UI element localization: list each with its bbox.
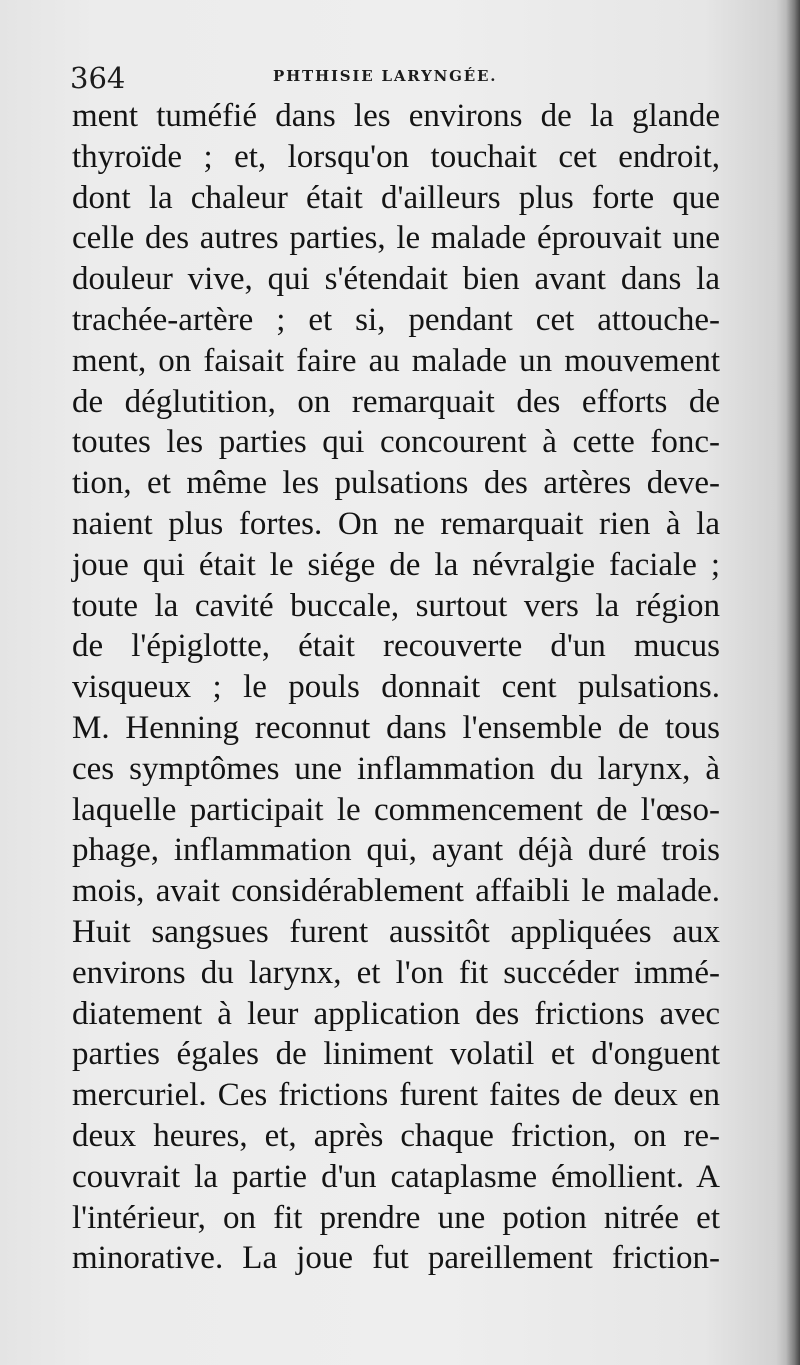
text-line: dont la chaleur était d'ailleurs plus forte que: [72, 179, 720, 216]
text-line: de déglutition, on remarquait des efforts de: [72, 383, 720, 420]
text-line: naient plus fortes. On ne remarquait rien à la: [72, 505, 720, 542]
text-line: joue qui était le siége de la névralgie faciale ;: [72, 546, 720, 583]
text-line: visqueux ; le pouls donnait cent pulsations.: [72, 669, 720, 706]
text-line: mercuriel. Ces frictions furent faites de deux en: [72, 1077, 720, 1114]
text-line: deux heures, et, après chaque friction, on re-: [72, 1117, 720, 1154]
text-line: tion, et même les pulsations des artères deve-: [72, 465, 720, 502]
text-line: douleur vive, qui s'étendait bien avant dans la: [72, 261, 720, 298]
text-line: parties égales de liniment volatil et d'onguent: [72, 1036, 720, 1073]
page-header: [0, 58, 800, 98]
text-line: celle des autres parties, le malade éprouvait une: [72, 220, 720, 257]
text-line: l'intérieur, on fit prendre une potion nitrée et: [72, 1199, 720, 1236]
body-text: [72, 96, 720, 1279]
page-edge-shadow: [786, 0, 800, 1365]
text-line: laquelle participait le commencement de l'œso-: [72, 791, 720, 828]
text-line: mois, avait considérablement affaibli le malade.: [72, 873, 720, 910]
text-line: diatement à leur application des frictions avec: [72, 995, 720, 1032]
text-line: couvrait la partie d'un cataplasme émollient. A: [72, 1158, 720, 1195]
text-line: ces symptômes une inflammation du larynx, à: [72, 750, 720, 787]
text-line: phage, inflammation qui, ayant déjà duré trois: [72, 832, 720, 869]
text-line: ment, on faisait faire au malade un mouvement: [72, 342, 720, 379]
text-line: ment tuméfié dans les environs de la glande: [72, 98, 720, 134]
page-number: 364: [70, 61, 126, 95]
text-line: minorative. La joue fut pareillement friction-: [72, 1240, 720, 1277]
running-head: PHTHISIE LARYNGÉE.: [273, 67, 498, 85]
text-line: M. Henning reconnut dans l'ensemble de tous: [72, 709, 720, 746]
text-line: thyroïde ; et, lorsqu'on touchait cet endroit,: [72, 138, 720, 175]
text-line: toutes les parties qui concourent à cette fonc-: [72, 424, 720, 461]
text-line: toute la cavité buccale, surtout vers la région: [72, 587, 720, 624]
text-line: Huit sangsues furent aussitôt appliquées aux: [72, 913, 720, 950]
text-line: trachée-artère ; et si, pendant cet attouche-: [72, 301, 720, 338]
text-line: de l'épiglotte, était recouverte d'un mucus: [72, 628, 720, 665]
text-line: environs du larynx, et l'on fit succéder immé-: [72, 954, 720, 991]
